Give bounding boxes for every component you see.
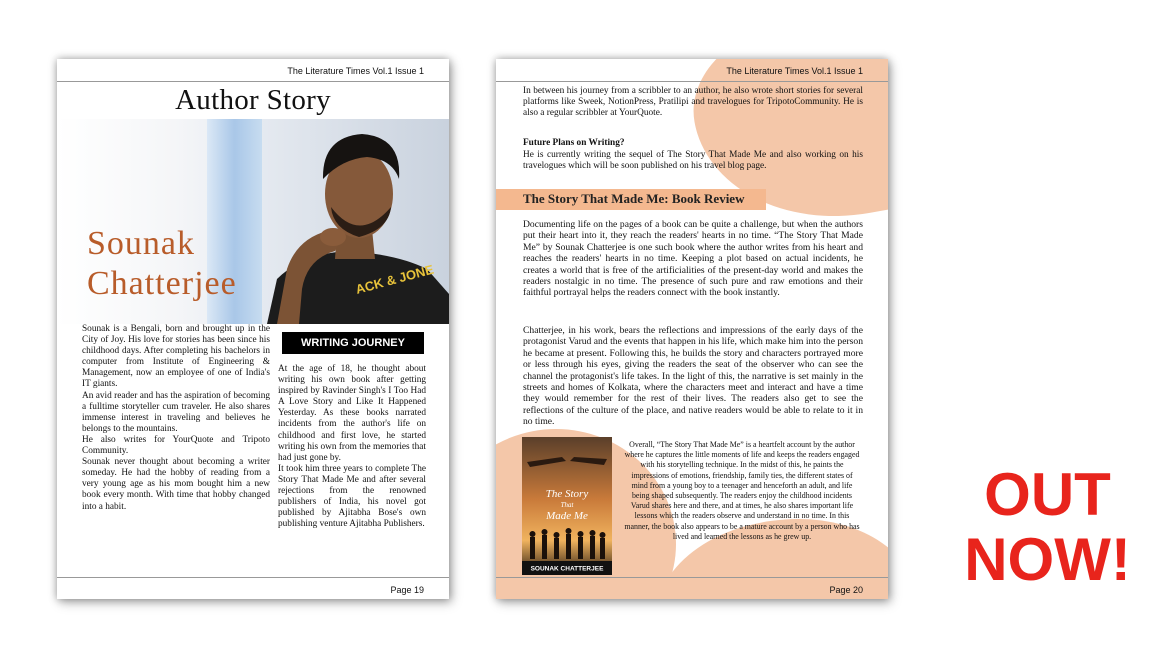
bio-paragraph: An avid reader and has the aspiration of becoming a fulltime storyteller cum traveler. He also shares immense interest in traveling and believes he belongs to the mountains. bbox=[82, 390, 270, 434]
book-author: SOUNAK CHATTERJEE bbox=[530, 565, 604, 573]
intro-paragraph: In between his journey from a scribbler to an author, he also wrote short stories for several platforms like Sweek, NotionPress, Pratilipi and travelogues for TripotoCommunity. He is also a regular scribbler at YourQuote. bbox=[523, 86, 863, 119]
page-20 bbox=[496, 59, 888, 599]
page-19 bbox=[57, 59, 449, 599]
review-paragraph: Chatterjee, in his work, bears the reflections and impressions of the early days of the protagonist Varud and the events that happen in his life, which make him into the person he became at present. Following this, he builds the story and characters portrayed more or less through his eyes, giving the readers the seat of the observer who can see the channel the protagonist's life takes. In the light of this, the narrative is set mainly in the streets and homes of Kolkata, where the characters meet and interact and have a time they would remember for the rest of their lives. The readers also get to see the reflections of the culture of the place, and native readers would be able to relate to it in no time. bbox=[523, 325, 863, 428]
footer-divider bbox=[496, 577, 888, 578]
review-summary: Overall, “The Story That Made Me” is a heartfelt account by the author where he captures the little moments of life and keeps the readers engaged with his storytelling technique. In the midst of this, he paints the impressions of emotions, friendship, family ties, the different states of mind from a young boy to a teenager and henceforth an adult, and life being shaped subsequently. The readers enjoy the childhood incidents Varud shares here and there, and at times, he also shares important life lessons which the readers observe and understand in no time. In this manner, the book also appears to be a mature account by a person who has lived and learned the lessons as he grew up. bbox=[624, 440, 860, 541]
header-text: The Literature Times Vol.1 Issue 1 bbox=[287, 66, 424, 76]
page-number: Page 20 bbox=[829, 585, 863, 595]
review-title: The Story That Made Me: Book Review bbox=[523, 191, 745, 206]
author-first-name: Sounak bbox=[87, 225, 195, 262]
book-title-line: Made Me bbox=[546, 510, 588, 522]
svg-text:ACK & JONE: ACK & JONE bbox=[353, 261, 436, 297]
banner-line: OUT bbox=[984, 461, 1111, 528]
author-last-name: Chatterjee bbox=[87, 265, 237, 302]
bio-paragraph: Sounak is a Bengali, born and brought up in the City of Joy. His love for stories has been since his childhood days. After completing his bachelors in computer from Institute of Engineering & Management, now an employee of one of India's IT giants. bbox=[82, 324, 270, 390]
book-title-line: That bbox=[560, 501, 574, 509]
out-now-banner bbox=[960, 462, 1135, 592]
journey-column bbox=[278, 364, 426, 530]
writing-journey-label: WRITING JOURNEY bbox=[282, 332, 424, 354]
author-portrait bbox=[207, 119, 449, 324]
book-title-line: The Story bbox=[545, 488, 589, 500]
page-number: Page 19 bbox=[390, 585, 424, 595]
book-cover bbox=[522, 437, 612, 575]
bio-paragraph: Sounak never thought about becoming a writer someday. He had the hobby of reading from a very young age as his mom bought him a new book every month. With time that hobby changed into a habit. bbox=[82, 457, 270, 512]
plans-heading: Future Plans on Writing? bbox=[523, 138, 625, 148]
bio-paragraph: He also writes for YourQuote and Tripoto Community. bbox=[82, 434, 270, 457]
header-text: The Literature Times Vol.1 Issue 1 bbox=[726, 66, 863, 76]
journey-paragraph: It took him three years to complete The Story That Made Me and after several rejections from the renowned publishers of India, his novel got published by Ajitabha Bose's own publishing venture Ajitabha Publishers. bbox=[278, 463, 426, 530]
plans-paragraph: He is currently writing the sequel of The Story That Made Me and also working on his travelogues which will be soon published on his travel blog page. bbox=[523, 150, 863, 172]
banner-line: NOW! bbox=[964, 526, 1131, 593]
author-name bbox=[87, 224, 237, 304]
journey-paragraph: At the age of 18, he thought about writing his own book after getting inspired by Ravinder Singh's I Too Had A Love Story and Like It Happened Yesterday. As these books narrated incidents from the author's life on childhood and first love, he started writing his own from the memories that had just gone by. bbox=[278, 364, 426, 463]
review-paragraph: Documenting life on the pages of a book can be quite a challenge, but when the authors put their heart into it, they reach the readers' hearts in no time. “The Story That Made Me” by Sounak Chatterjee is one such book where the author writes from his heart and reaches the readers' hearts in no time. Keeping a plot based on actual incidents, he creates a world that is free of the artificialities of the present-day world and makes the readers nostalgic in no time. The presence of such pure and raw emotions and their faithful portrayal helps the readers connect with the book instantly. bbox=[523, 219, 863, 299]
footer-divider bbox=[57, 577, 449, 578]
bio-column bbox=[82, 324, 270, 513]
page-title: Author Story bbox=[175, 84, 331, 116]
author-photo bbox=[57, 119, 449, 324]
